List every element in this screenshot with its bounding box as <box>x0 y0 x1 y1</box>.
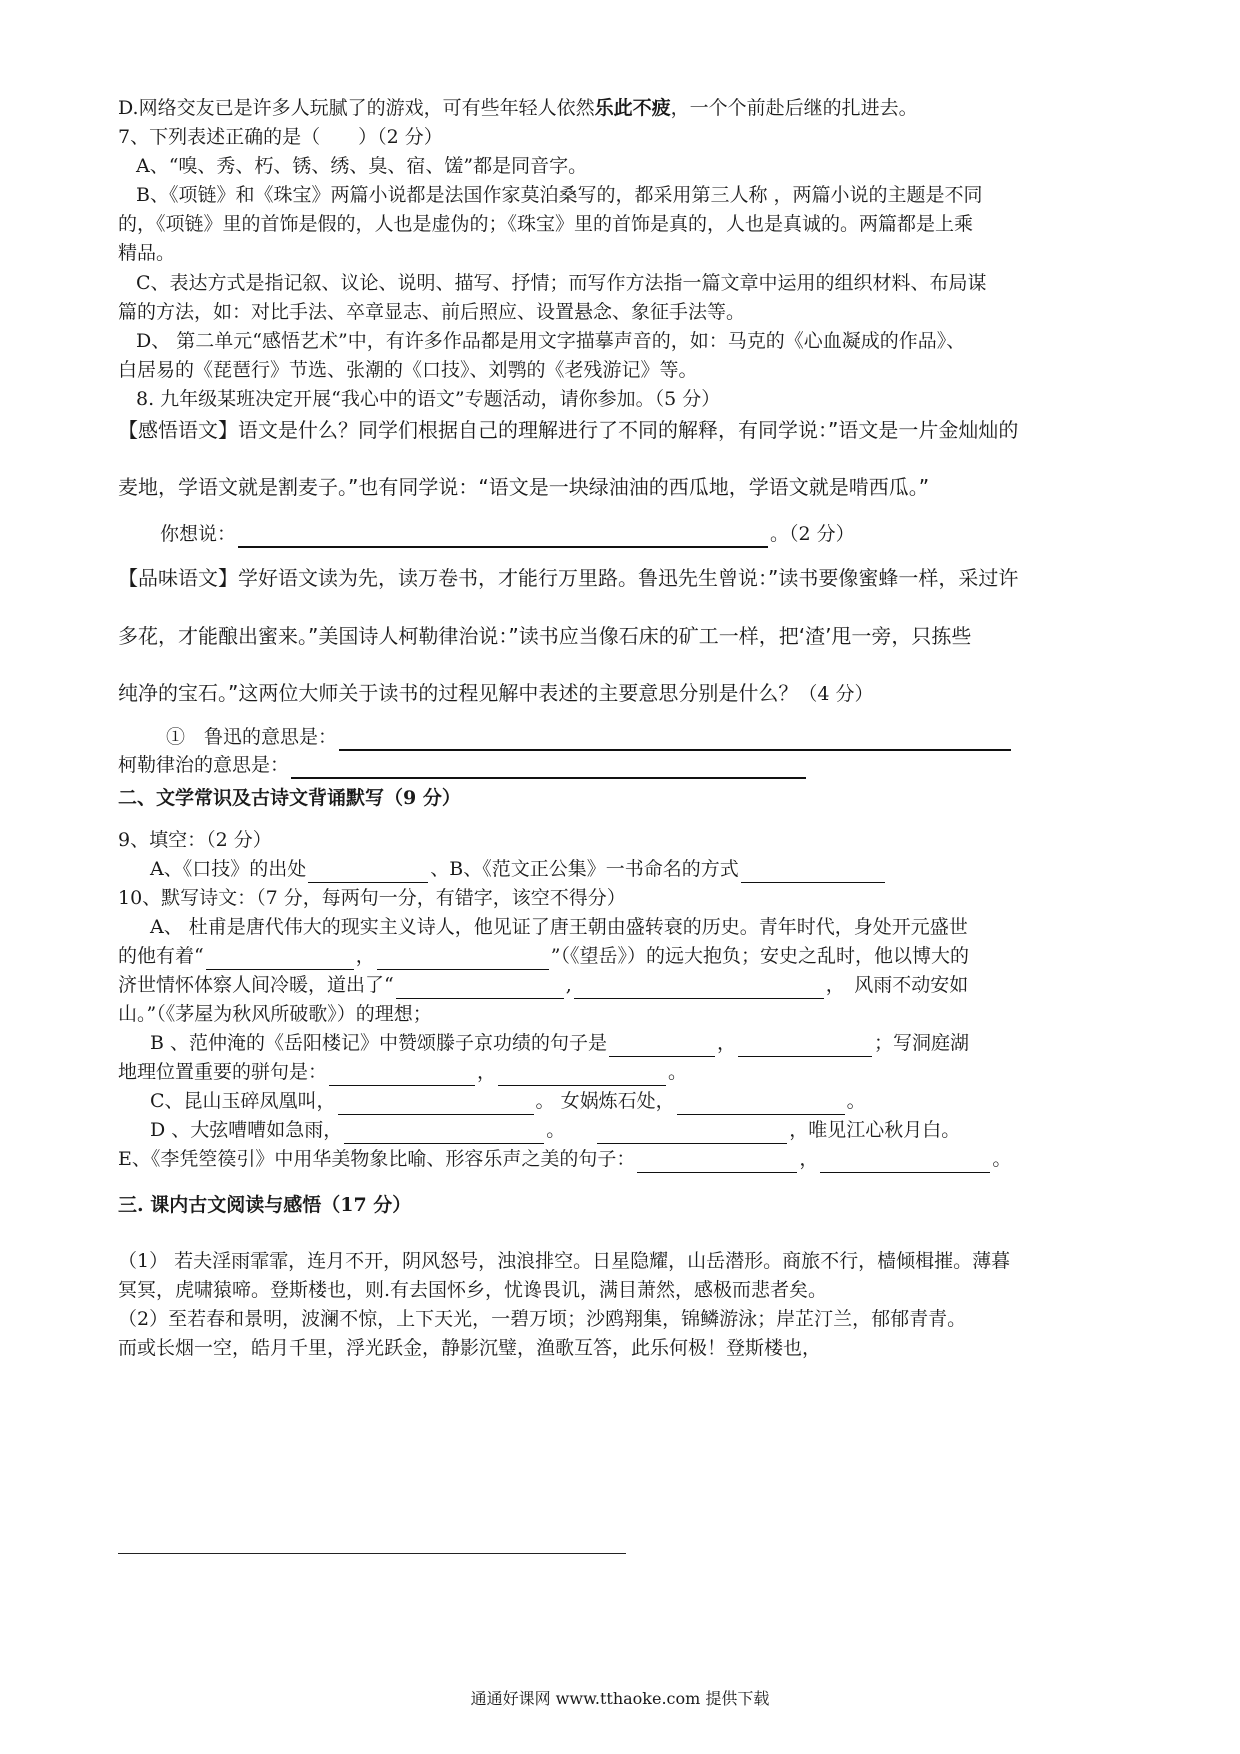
question-9: 9、填空：（2 分） <box>118 829 272 851</box>
q10-b-text-2: ；写洞庭湖 <box>874 1032 970 1054</box>
q10-e-period: 。 <box>992 1148 1012 1170</box>
ganwu-text-1: 语文是什么？同学们根据自己的理解进行了不同的解释，有同学说：”语文是一片金灿灿的 <box>238 418 1019 442</box>
kele-line <box>118 751 1123 779</box>
ganwu-tag: 【感悟语文】 <box>118 418 238 442</box>
q10-a-blank-2[interactable] <box>377 947 549 970</box>
q10-b-blank-4[interactable] <box>498 1063 666 1086</box>
ganwu-paragraph-line2: 麦地，学语文就是割麦子。”也有同学说：“语文是一块绿油油的西瓜地，学语文就是啃西瓜。” <box>118 475 930 499</box>
pinwei-text-3: 纯净的宝石。”这两位大师关于读书的过程见解中表述的主要意思分别是什么？ <box>118 681 799 705</box>
q10-a-line4: 山。”（《茅屋为秋风所破歌》）的理想； <box>118 1003 432 1025</box>
q10-a-blank-4[interactable] <box>574 976 824 999</box>
nixiang-label: 你想说： <box>160 523 237 545</box>
footnote-divider <box>118 1553 626 1554</box>
q10-e-blank-2[interactable] <box>820 1150 990 1173</box>
question-7-option-c-line1: C、表达方式是指记叙、议论、说明、描写、抒情；而写作方法指一篇文章中运用的组织材料、布局谋 <box>136 272 987 294</box>
q10-a-text-4: ， 风雨不动安如 <box>825 974 969 996</box>
question-7-option-d-line1: D、 第二单元“感悟艺术”中，有许多作品都是用文字描摹声音的，如：马克的《心血凝成的作品》、 <box>136 330 966 352</box>
option-d-text: D.网络交友已是许多人玩腻了的游戏，可有些年轻人依然 <box>118 97 595 119</box>
q9-b-blank[interactable] <box>741 860 885 883</box>
passage-2-line1: （2）至若春和景明，波澜不惊，上下天光，一碧万顷；沙鸥翔集，锦鳞游泳；岸芷汀兰，郁郁青青。 <box>118 1308 967 1330</box>
question-7-option-c-line2: 篇的方法，如：对比手法、卒章显志、前后照应、设置悬念、象征手法等。 <box>118 301 746 323</box>
q10-a-line2 <box>118 942 1123 970</box>
q10-d-line <box>150 1116 1155 1144</box>
option-d-line <box>118 94 1123 122</box>
q10-e-comma: ， <box>799 1148 819 1170</box>
q10-e-blank-1[interactable] <box>637 1150 797 1173</box>
q10-a-text-2: ”（《望岳》）的远大抱负；安史之乱时，他以博大的 <box>550 945 969 967</box>
q10-b-text-1: B 、范仲淹的《岳阳楼记》中赞颂滕子京功绩的句子是 <box>150 1032 608 1054</box>
question-7: 7、下列表述正确的是（ ）（2 分） <box>118 126 443 148</box>
q10-e-line <box>118 1145 1123 1173</box>
q10-b-line2 <box>118 1058 1123 1086</box>
q10-d-period: 。 <box>546 1119 566 1141</box>
q10-d-text-1: D 、大弦嘈嘈如急雨， <box>150 1119 343 1141</box>
q10-d-text-2: ，唯见江心秋月白。 <box>789 1119 961 1141</box>
passage-1-line1: （1） 若夫淫雨霏霏，连月不开，阴风怒号，浊浪排空。日星隐耀，山岳潜形。商旅不行，樯倾楫摧。薄暮 <box>118 1250 1011 1272</box>
q10-b-blank-2[interactable] <box>738 1034 872 1057</box>
question-7-option-a: A、“嗅、秀、朽、锈、绣、臭、宿、馐”都是同音字。 <box>136 155 588 177</box>
section-2-title: 二、文学常识及古诗文背诵默写（9 分） <box>118 787 461 809</box>
q10-a-comma: ， <box>355 945 375 967</box>
question-7-option-b-line2: 的，《项链》里的首饰是假的，人也是虚伪的；《珠宝》里的首饰是真的，人也是真诚的。两篇都是上乘 <box>118 213 974 235</box>
q10-b-text-3: 地理位置重要的骈句是： <box>118 1061 328 1083</box>
q10-a-blank-1[interactable] <box>206 947 354 970</box>
passage-1-line2: 冥冥，虎啸猿啼。登斯楼也，则.有去国怀乡，忧谗畏讥，满目萧然，感极而悲者矣。 <box>118 1279 828 1301</box>
question-9-blanks <box>150 855 1155 883</box>
question-10: 10、默写诗文：（7 分，每两句一分，有错字，该空不得分） <box>118 887 626 909</box>
pinwei-tag: 【品味语文】 <box>118 566 238 590</box>
pinwei-paragraph-line3 <box>118 679 1123 707</box>
q10-b-comma: ， <box>717 1032 737 1054</box>
q10-a-text-1: 的他有着“ <box>118 945 204 967</box>
question-7-option-b-line3: 精品。 <box>118 242 176 264</box>
q9-a-blank[interactable] <box>308 860 428 883</box>
kele-answer-blank[interactable] <box>291 755 806 779</box>
q10-c-period: 。 <box>846 1090 866 1112</box>
q10-c-text-1: C、昆山玉碎凤凰叫， <box>150 1090 336 1112</box>
pinwei-paragraph-line2: 多花，才能酿出蜜来。”美国诗人柯勒律治说：”读书应当像石床的矿工一样，把‘渣’甩一旁，只拣些 <box>118 624 972 648</box>
nixiang-line <box>160 520 1165 548</box>
section-3-title: 三. 课内古文阅读与感悟（17 分） <box>118 1194 412 1216</box>
q10-a-comma-2: , <box>565 974 572 996</box>
q9-b-text: 、B、《范文正公集》一书命名的方式 <box>430 858 739 880</box>
pinwei-text-1: 学好语文读为先，读万卷书，才能行万里路。鲁迅先生曾说：”读书要像蜜蜂一样，采过许 <box>238 566 1019 590</box>
q9-a-text: A、《口技》的出处 <box>150 858 307 880</box>
passage-2-line2: 而或长烟一空，皓月千里，浮光跃金，静影沉璧，渔歌互答，此乐何极！登斯楼也， <box>118 1337 822 1359</box>
q10-a-line3 <box>118 971 1123 999</box>
pinwei-score: （4 分） <box>798 683 874 705</box>
option-d-bold-phrase: 乐此不疲 <box>594 97 671 119</box>
page-footer: 通通好课网 www.tthaoke.com 提供下载 <box>470 1689 770 1708</box>
nixiang-score: 。（2 分） <box>770 523 855 545</box>
q10-c-text-2: 。 女娲炼石处， <box>535 1090 675 1112</box>
q10-a-line1: A、 杜甫是唐代伟大的现实主义诗人，他见证了唐王朝由盛转衰的历史。青年时代，身处开元盛世 <box>150 916 968 938</box>
q10-b-period: 。 <box>668 1061 688 1083</box>
q10-c-blank-1[interactable] <box>338 1092 534 1115</box>
question-7-option-d-line2: 白居易的《琵琶行》节选、张潮的《口技》、刘鹗的《老残游记》等。 <box>118 359 698 381</box>
q10-b-blank-1[interactable] <box>609 1034 715 1057</box>
nixiang-answer-blank[interactable] <box>238 524 768 548</box>
question-8: 8. 九年级某班决定开展“我心中的语文”专题活动，请你参加。（5 分） <box>136 388 721 410</box>
question-7-option-b-line1: B、《项链》和《珠宝》两篇小说都是法国作家莫泊桑写的，都采用第三人称 ，两篇小说的主题是不同 <box>136 184 983 206</box>
kele-label: 柯勒律治的意思是： <box>118 754 290 776</box>
q10-a-blank-3[interactable] <box>396 976 564 999</box>
q10-c-line <box>150 1087 1155 1115</box>
pinwei-paragraph-line1 <box>118 564 1123 592</box>
luxun-label: ① 鲁迅的意思是： <box>166 726 338 748</box>
luxun-line <box>166 723 1171 751</box>
q10-b-comma-2: ， <box>477 1061 497 1083</box>
q10-d-blank-2[interactable] <box>597 1121 787 1144</box>
ganwu-paragraph-line1 <box>118 416 1123 444</box>
option-d-suffix: ，一个个前赴后继的扎进去。 <box>670 97 918 119</box>
q10-b-blank-3[interactable] <box>329 1063 475 1086</box>
luxun-answer-blank[interactable] <box>339 727 1011 751</box>
q10-a-text-3: 济世情怀体察人间冷暖，道出了“ <box>118 974 394 996</box>
q10-d-blank-1[interactable] <box>344 1121 544 1144</box>
q10-c-blank-2[interactable] <box>677 1092 845 1115</box>
q10-e-text-1: E、《李凭箜篌引》中用华美物象比喻、形容乐声之美的句子： <box>118 1148 636 1170</box>
q10-b-line1 <box>150 1029 1155 1057</box>
